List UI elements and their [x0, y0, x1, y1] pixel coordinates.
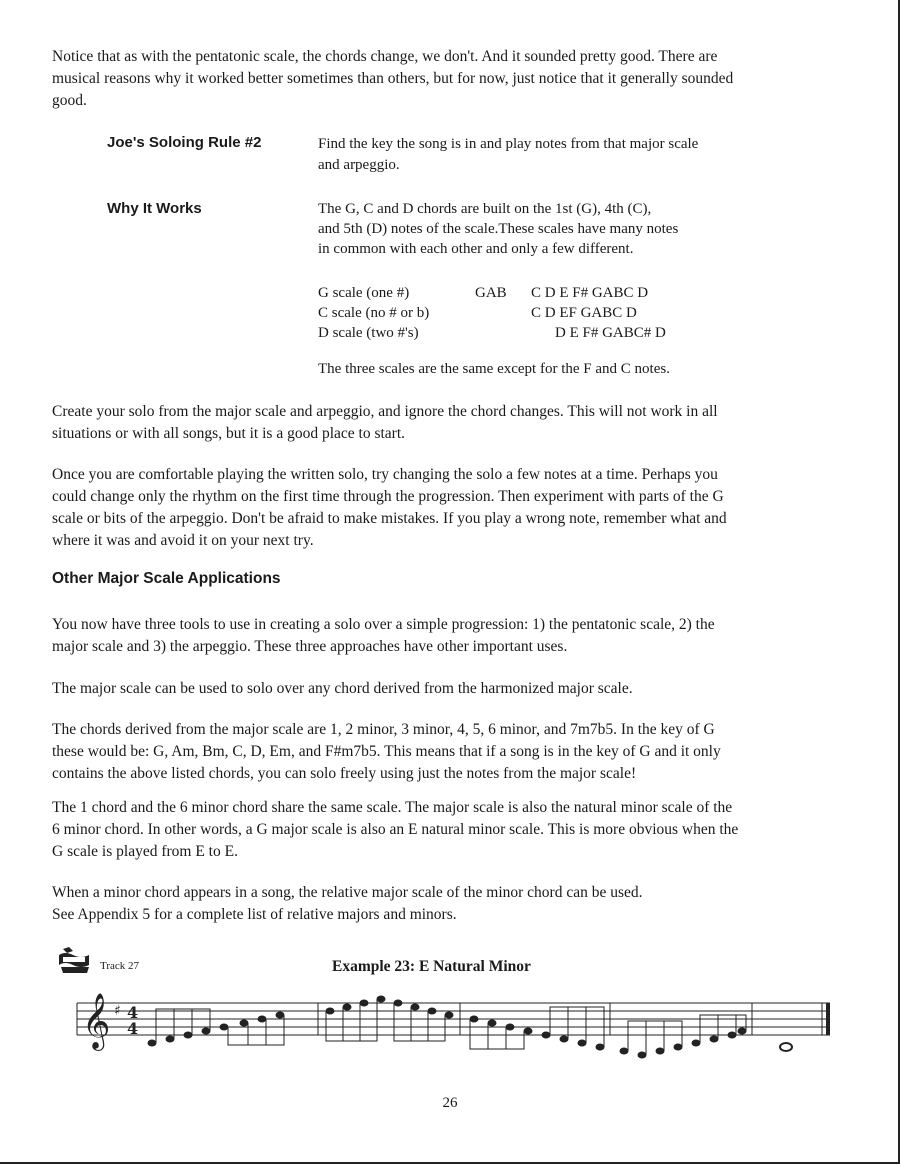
- text-line: You now have three tools to use in creating a solo over a simple progression: 1) the pentatonic scale, 2) the: [52, 616, 715, 633]
- text-line: Once you are comfortable playing the written solo, try changing the solo a few notes at a time. Perhaps you: [52, 466, 718, 483]
- scale-notes: D E F# GABC# D: [555, 325, 666, 341]
- text-line: G scale is played from E to E.: [52, 843, 238, 860]
- track-label: Track 27: [100, 960, 140, 972]
- rule-text: Find the key the song is in and play notes from that major scale: [318, 136, 699, 152]
- guitar-logo-icon: [55, 945, 95, 975]
- why-text: The G, C and D chords are built on the 1st (G), 4th (C),: [318, 201, 652, 217]
- text-line: musical reasons why it worked better sometimes than others, but for now, just notice that it generally sounded: [52, 70, 734, 87]
- text-line: these would be: G, Am, Bm, C, D, Em, and F#m7b5. This means that if a song is in the key of G and it only: [52, 743, 721, 760]
- major-scale-paragraph: The major scale can be used to solo over any chord derived from the harmonized major scale.: [52, 680, 633, 697]
- text-line: situations or with all songs, but it is a good place to start.: [52, 425, 406, 442]
- why-text: and 5th (D) notes of the scale.These scales have many notes: [318, 221, 679, 237]
- page-number: 26: [442, 1095, 458, 1111]
- text-line: contains the above listed chords, you can solo freely using just the notes from the major scale!: [52, 765, 637, 782]
- text-line: good.: [52, 92, 87, 109]
- text-line: 6 minor chord. In other words, a G major scale is also an E natural minor scale. This is more obvious when the: [52, 821, 739, 838]
- scale-label: G scale (one #): [318, 285, 410, 301]
- text-line: See Appendix 5 for a complete list of relative majors and minors.: [52, 906, 457, 923]
- text-line: where it was and avoid it on your next try.: [52, 532, 314, 549]
- text-line: scale or bits of the arpeggio. Don't be afraid to make mistakes. If you play a wrong note, remember what and: [52, 510, 727, 527]
- section-title: Other Major Scale Applications: [52, 570, 281, 587]
- text-line: When a minor chord appears in a song, the relative major scale of the minor chord can be used.: [52, 884, 643, 901]
- rule-heading: Joe's Soloing Rule #2: [107, 134, 262, 151]
- text-line: The 1 chord and the 6 minor chord share the same scale. The major scale is also the natural minor scale of the: [52, 799, 733, 816]
- time-signature: 4: [127, 1019, 139, 1038]
- why-text: in common with each other and only a few different.: [318, 241, 634, 257]
- scale-notes: C D EF GABC D: [531, 305, 637, 321]
- scale-label: C scale (no # or b): [318, 305, 430, 321]
- scales-summary: The three scales are the same except for the F and C notes.: [318, 361, 670, 377]
- text-line: The chords derived from the major scale are 1, 2 minor, 3 minor, 4, 5, 6 minor, and 7m7b5. In the key of G: [52, 721, 715, 738]
- text-line: Create your solo from the major scale and arpeggio, and ignore the chord changes. This will not work in all: [52, 403, 718, 420]
- example-title: Example 23: E Natural Minor: [332, 958, 531, 975]
- music-staff: [72, 985, 842, 1065]
- text-line: major scale and 3) the arpeggio. These three approaches have other important uses.: [52, 638, 568, 655]
- scale-notes: C D E F# GABC D: [531, 285, 649, 301]
- time-signature: 4: [127, 1003, 139, 1022]
- scale-label: D scale (two #'s): [318, 325, 419, 341]
- rule-text: and arpeggio.: [318, 157, 400, 173]
- treble-clef-icon: 𝄞: [82, 993, 111, 1049]
- sharp-icon: ♯: [114, 1003, 121, 1019]
- text-line: Notice that as with the pentatonic scale, the chords change, we don't. And it sounded pretty good. There are: [52, 48, 718, 65]
- text-line: could change only the rhythm on the first time through the progression. Then experiment with parts of the G: [52, 488, 724, 505]
- scale-notes: GAB: [475, 285, 507, 301]
- why-heading: Why It Works: [107, 200, 202, 217]
